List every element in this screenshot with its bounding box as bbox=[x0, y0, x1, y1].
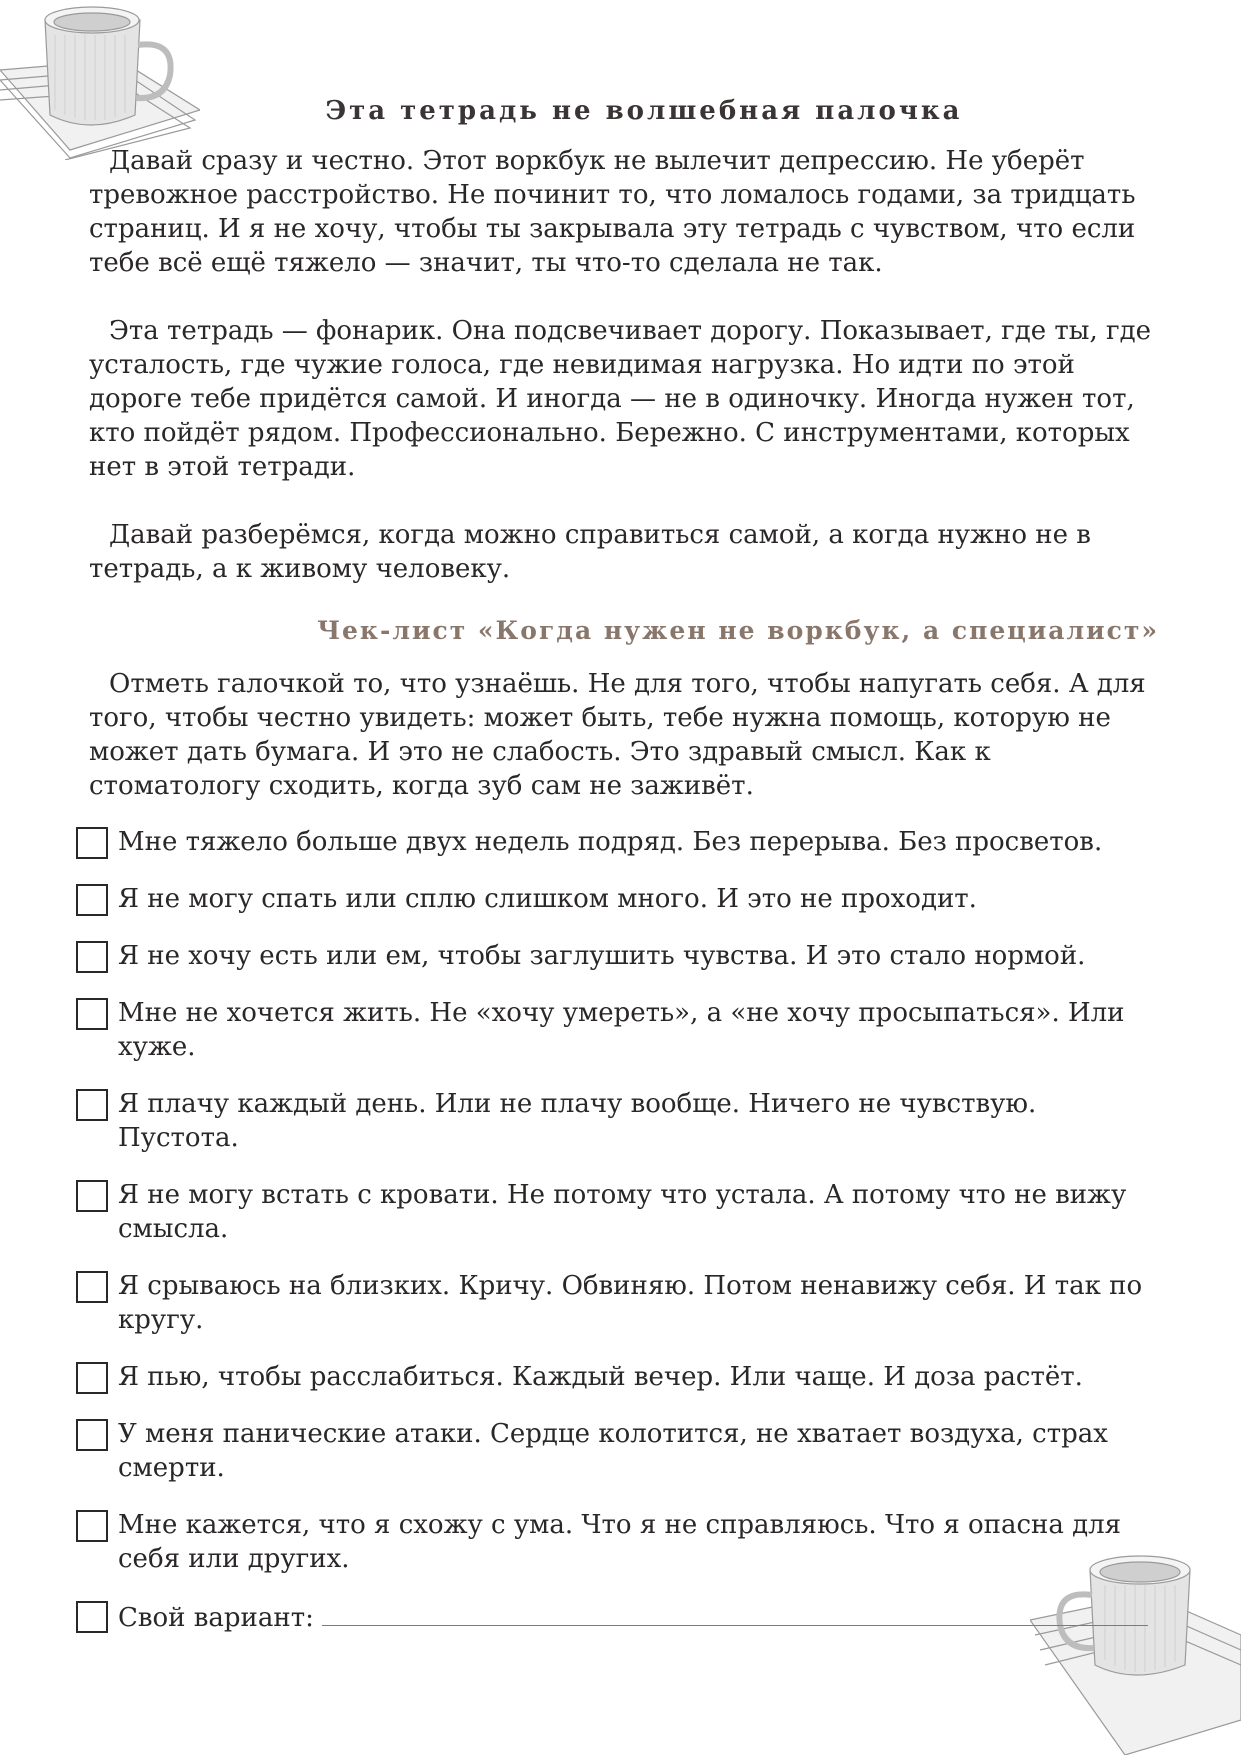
checklist-item-text: Мне кажется, что я схожу с ума. Что я не справляюсь. Что я опасна для себя или других. bbox=[118, 1510, 1122, 1574]
checkbox[interactable] bbox=[76, 827, 108, 859]
checklist-item bbox=[89, 1360, 1159, 1394]
checklist-heading: Чек-лист «Когда нужен не воркбук, а специалист» bbox=[317, 616, 1159, 645]
checklist-item-text: Мне тяжело больше двух недель подряд. Без перерыва. Без просветов. bbox=[118, 827, 1103, 857]
checklist-intro: Отметь галочкой то, что узнаёшь. Не для того, чтобы напугать себя. А для того, чтобы честно увидеть: может быть, тебе нужна помощь, которую не может дать бумага. И это не слабость. Это здравый смысл. Как к стоматологу сходить, когда зуб сам не заживёт. bbox=[89, 669, 1146, 801]
page-content bbox=[89, 96, 1159, 1658]
checklist-item-custom bbox=[89, 1599, 1159, 1635]
checklist-item bbox=[89, 939, 1159, 973]
checklist-item bbox=[89, 1508, 1159, 1576]
checklist-item bbox=[89, 825, 1159, 859]
checklist-item bbox=[89, 996, 1159, 1064]
checklist-item-text: Я срываюсь на близких. Кричу. Обвиняю. Потом ненавижу себя. И так по кругу. bbox=[118, 1271, 1143, 1335]
checklist-item bbox=[89, 1087, 1159, 1155]
checklist-item bbox=[89, 1417, 1159, 1485]
page-title: Эта тетрадь не волшебная палочка bbox=[325, 96, 963, 126]
intro-paragraph-3: Давай разберёмся, когда можно справиться самой, а когда нужно не в тетрадь, а к живому человеку. bbox=[89, 520, 1091, 584]
checklist-item-text: Я не хочу есть или ем, чтобы заглушить чувства. И это стало нормой. bbox=[118, 941, 1086, 971]
custom-option-label: Свой вариант: bbox=[118, 1603, 314, 1633]
checkbox[interactable] bbox=[76, 1089, 108, 1121]
checklist-item-text: Я плачу каждый день. Или не плачу вообще. Ничего не чувствую. Пустота. bbox=[118, 1089, 1037, 1153]
checklist bbox=[89, 825, 1159, 1635]
checkbox[interactable] bbox=[76, 1419, 108, 1451]
custom-option-input-line[interactable] bbox=[322, 1599, 1148, 1626]
checklist-item bbox=[89, 1269, 1159, 1337]
intro-paragraph-1: Давай сразу и честно. Этот воркбук не вылечит депрессию. Не уберёт тревожное расстройство. Не починит то, что ломалось годами, за тридцать страниц. И я не хочу, чтобы ты закрывала эту тетрадь с чувством, что если тебе всё ещё тяжело — значит, ты что-то сделала не так. bbox=[89, 146, 1136, 278]
checklist-item-text: Я пью, чтобы расслабиться. Каждый вечер. Или чаще. И доза растёт. bbox=[118, 1362, 1083, 1392]
checkbox[interactable] bbox=[76, 941, 108, 973]
checkbox[interactable] bbox=[76, 884, 108, 916]
checklist-item-text: У меня панические атаки. Сердце колотится, не хватает воздуха, страх смерти. bbox=[118, 1419, 1108, 1483]
checklist-item bbox=[89, 882, 1159, 916]
checklist-item-text: Я не могу встать с кровати. Не потому что устала. А потому что не вижу смысла. bbox=[118, 1180, 1127, 1244]
checkbox[interactable] bbox=[76, 998, 108, 1030]
checkbox[interactable] bbox=[76, 1510, 108, 1542]
checklist-item-text: Мне не хочется жить. Не «хочу умереть», а «не хочу просыпаться». Или хуже. bbox=[118, 998, 1125, 1062]
checkbox[interactable] bbox=[76, 1180, 108, 1212]
checkbox[interactable] bbox=[76, 1271, 108, 1303]
checklist-item-text: Я не могу спать или сплю слишком много. И это не проходит. bbox=[118, 884, 977, 914]
checkbox[interactable] bbox=[76, 1601, 108, 1633]
checkbox[interactable] bbox=[76, 1362, 108, 1394]
checklist-item bbox=[89, 1178, 1159, 1246]
intro-paragraph-2: Эта тетрадь — фонарик. Она подсвечивает дорогу. Показывает, где ты, где усталость, где чужие голоса, где невидимая нагрузка. Но идти по этой дороге тебе придётся самой. И иногда — не в одиночку. Иногда нужен тот, кто пойдёт рядом. Профессионально. Бережно. С инструментами, которых нет в этой тетради. bbox=[89, 316, 1152, 482]
